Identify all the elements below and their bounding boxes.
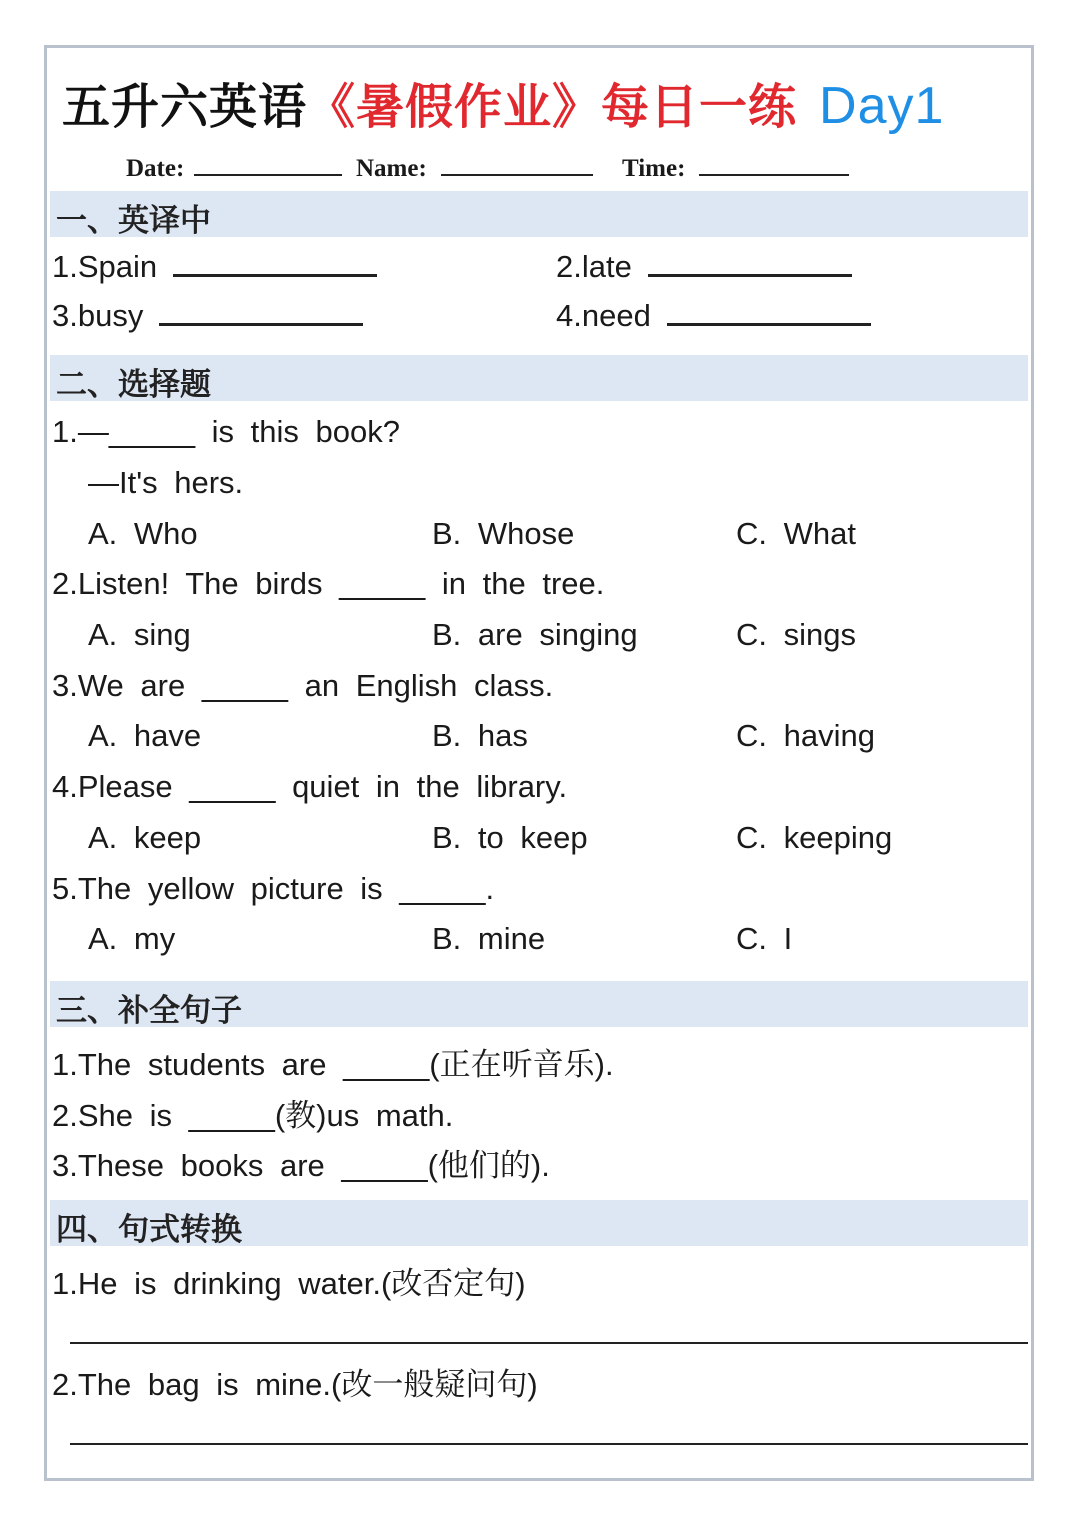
vocab-answer-blank[interactable] bbox=[159, 297, 363, 326]
vocab-answer-blank[interactable] bbox=[173, 248, 377, 277]
option-a[interactable]: A. keep bbox=[88, 820, 202, 855]
time-label: Time: bbox=[622, 155, 686, 182]
question-stem: 5.The yellow picture is _____. bbox=[52, 871, 495, 906]
section-title: 三、补全句子 bbox=[56, 993, 242, 1029]
option-c[interactable]: C. What bbox=[736, 516, 856, 551]
question-stem-reply: —It's hers. bbox=[88, 465, 244, 500]
time-blank[interactable] bbox=[699, 152, 849, 176]
section-heading-choice bbox=[50, 355, 1028, 401]
vocab-item-3 bbox=[52, 297, 363, 334]
option-b[interactable]: B. to keep bbox=[432, 820, 588, 855]
transform-sentence: 2.The bag is mine.(改一般疑问句) bbox=[52, 1367, 538, 1402]
section-heading-translate bbox=[50, 191, 1028, 237]
vocab-answer-blank[interactable] bbox=[648, 248, 852, 277]
option-c[interactable]: C. sings bbox=[736, 617, 856, 652]
vocab-item-4 bbox=[556, 297, 871, 334]
vocab-item-1 bbox=[52, 248, 377, 285]
title-grade: 五升六英语 bbox=[62, 79, 308, 135]
option-b[interactable]: B. has bbox=[432, 718, 528, 753]
section-title: 二、选择题 bbox=[56, 367, 211, 403]
time-field bbox=[622, 152, 849, 183]
answer-line[interactable] bbox=[70, 1342, 1028, 1344]
transform-sentence: 1.He is drinking water.(改否定句) bbox=[52, 1266, 526, 1301]
date-label: Date: bbox=[126, 155, 185, 182]
vocab-word: 3.busy bbox=[52, 298, 144, 333]
section-title: 四、句式转换 bbox=[56, 1212, 242, 1248]
date-field bbox=[126, 152, 342, 183]
vocab-answer-blank[interactable] bbox=[667, 297, 871, 326]
title-day: Day1 bbox=[819, 77, 945, 135]
vocab-word: 2.late bbox=[556, 249, 632, 284]
option-a[interactable]: A. have bbox=[88, 718, 202, 753]
option-b[interactable]: B. Whose bbox=[432, 516, 575, 551]
section-heading-complete bbox=[50, 981, 1028, 1027]
option-c[interactable]: C. keeping bbox=[736, 820, 893, 855]
option-a[interactable]: A. my bbox=[88, 921, 176, 956]
name-label: Name: bbox=[356, 155, 427, 182]
question-stem: 3.We are _____ an English class. bbox=[52, 668, 554, 703]
question-stem: 2.Listen! The birds _____ in the tree. bbox=[52, 566, 605, 601]
title-homework: 《暑假作业》每日一练 bbox=[307, 79, 798, 135]
question-stem: 4.Please _____ quiet in the library. bbox=[52, 769, 568, 804]
option-a[interactable]: A. sing bbox=[88, 617, 191, 652]
option-a[interactable]: A. Who bbox=[88, 516, 198, 551]
section-title: 一、英译中 bbox=[56, 203, 211, 239]
page-title bbox=[62, 68, 944, 137]
vocab-word: 1.Spain bbox=[52, 249, 158, 284]
name-field bbox=[356, 152, 593, 183]
section-heading-transform bbox=[50, 1200, 1028, 1246]
answer-line[interactable] bbox=[70, 1443, 1028, 1445]
complete-sentence: 1.The students are _____(正在听音乐). bbox=[52, 1047, 614, 1082]
complete-sentence: 3.These books are _____(他们的). bbox=[52, 1148, 550, 1183]
option-c[interactable]: C. I bbox=[736, 921, 793, 956]
option-c[interactable]: C. having bbox=[736, 718, 875, 753]
complete-sentence: 2.She is _____(教)us math. bbox=[52, 1098, 454, 1133]
question-stem: 1.—_____ is this book? bbox=[52, 414, 400, 449]
vocab-item-2 bbox=[556, 248, 852, 285]
option-b[interactable]: B. mine bbox=[432, 921, 546, 956]
vocab-word: 4.need bbox=[556, 298, 651, 333]
option-b[interactable]: B. are singing bbox=[432, 617, 638, 652]
date-blank[interactable] bbox=[194, 152, 342, 176]
name-blank[interactable] bbox=[441, 152, 593, 176]
